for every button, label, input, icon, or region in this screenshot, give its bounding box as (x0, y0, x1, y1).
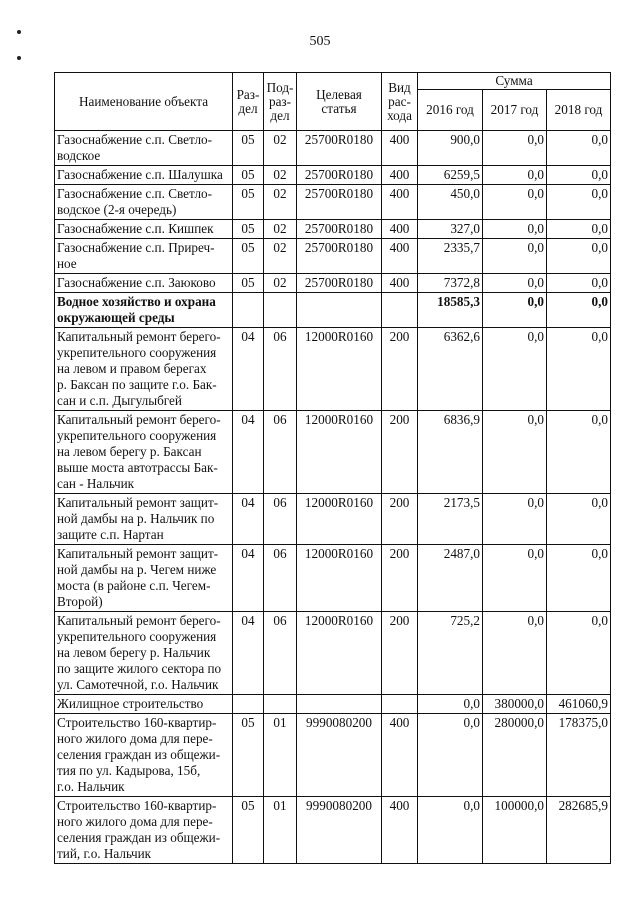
cell-name: Газоснабжение с.п. Светло- водское (55, 131, 233, 166)
cell-section: 05 (233, 797, 264, 864)
table-header-row (55, 73, 611, 90)
cell-target: 25700R0180 (297, 239, 382, 274)
cell-expense-type (382, 695, 418, 714)
cell-name: Капитальный ремонт берего- укрепительного сооружения на левом берегу р. Нальчик по защите жилого сектора по ул. Самотечной, г.о. Нальчик (55, 612, 233, 695)
cell-2017: 0,0 (483, 166, 547, 185)
cell-subsection: 02 (264, 166, 297, 185)
table-row (55, 220, 611, 239)
header-sum: Сумма (418, 73, 611, 90)
cell-name: Газоснабжение с.п. Заюково (55, 274, 233, 293)
table-row (55, 411, 611, 494)
cell-name: Капитальный ремонт берего- укрепительного сооружения на левом берегу р. Баксан выше моста автотрассы Бак- сан - Нальчик (55, 411, 233, 494)
cell-subsection: 06 (264, 328, 297, 411)
cell-2017: 0,0 (483, 293, 547, 328)
cell-section: 05 (233, 220, 264, 239)
table-row (55, 328, 611, 411)
table-row (55, 545, 611, 612)
cell-target: 25700R0180 (297, 166, 382, 185)
cell-expense-type: 400 (382, 797, 418, 864)
cell-target: 12000R0160 (297, 494, 382, 545)
cell-subsection: 06 (264, 411, 297, 494)
cell-expense-type: 400 (382, 220, 418, 239)
cell-subsection: 02 (264, 220, 297, 239)
cell-2018: 0,0 (547, 239, 611, 274)
cell-2016: 2173,5 (418, 494, 483, 545)
cell-expense-type: 400 (382, 166, 418, 185)
cell-2016: 725,2 (418, 612, 483, 695)
cell-target: 9990080200 (297, 714, 382, 797)
cell-2018: 178375,0 (547, 714, 611, 797)
cell-2017: 100000,0 (483, 797, 547, 864)
cell-section: 04 (233, 328, 264, 411)
cell-expense-type: 400 (382, 185, 418, 220)
table-row (55, 131, 611, 166)
cell-target (297, 293, 382, 328)
cell-2017: 0,0 (483, 494, 547, 545)
cell-subsection: 06 (264, 545, 297, 612)
cell-2018: 0,0 (547, 411, 611, 494)
budget-table (54, 72, 611, 864)
cell-2017: 0,0 (483, 239, 547, 274)
cell-2016: 6362,6 (418, 328, 483, 411)
cell-2017: 0,0 (483, 220, 547, 239)
cell-target: 25700R0180 (297, 274, 382, 293)
table-body (55, 131, 611, 864)
cell-target: 12000R0160 (297, 328, 382, 411)
header-section: Раз- дел (233, 73, 264, 131)
header-subsection: Под- раз- дел (264, 73, 297, 131)
header-2017: 2017 год (483, 90, 547, 131)
cell-name: Капитальный ремонт защит- ной дамбы на р. Нальчик по защите с.п. Нартан (55, 494, 233, 545)
cell-2016: 450,0 (418, 185, 483, 220)
table-row (55, 797, 611, 864)
cell-2016: 327,0 (418, 220, 483, 239)
cell-target: 25700R0180 (297, 220, 382, 239)
cell-subsection: 02 (264, 131, 297, 166)
cell-expense-type: 200 (382, 545, 418, 612)
cell-2016: 2487,0 (418, 545, 483, 612)
cell-section: 04 (233, 612, 264, 695)
cell-2018: 0,0 (547, 612, 611, 695)
cell-subsection: 06 (264, 494, 297, 545)
cell-target: 12000R0160 (297, 545, 382, 612)
table-row (55, 274, 611, 293)
cell-expense-type: 400 (382, 131, 418, 166)
cell-2017: 0,0 (483, 612, 547, 695)
margin-dot-bottom (17, 56, 21, 60)
cell-expense-type: 400 (382, 714, 418, 797)
cell-section: 05 (233, 185, 264, 220)
cell-target (297, 695, 382, 714)
cell-subsection: 02 (264, 239, 297, 274)
cell-expense-type: 200 (382, 411, 418, 494)
cell-2016: 0,0 (418, 695, 483, 714)
section-row (55, 293, 611, 328)
cell-section: 05 (233, 274, 264, 293)
cell-2017: 0,0 (483, 274, 547, 293)
cell-subsection: 01 (264, 714, 297, 797)
cell-name: Газоснабжение с.п. Приреч- ное (55, 239, 233, 274)
cell-subsection: 02 (264, 185, 297, 220)
cell-section: 04 (233, 545, 264, 612)
cell-target: 25700R0180 (297, 185, 382, 220)
header-target: Целевая статья (297, 73, 382, 131)
cell-section: 04 (233, 411, 264, 494)
table-row (55, 494, 611, 545)
cell-section (233, 695, 264, 714)
cell-2017: 0,0 (483, 328, 547, 411)
cell-expense-type (382, 293, 418, 328)
cell-2016: 6836,9 (418, 411, 483, 494)
cell-name: Газоснабжение с.п. Светло- водское (2-я очередь) (55, 185, 233, 220)
cell-target: 25700R0180 (297, 131, 382, 166)
cell-2018: 0,0 (547, 274, 611, 293)
cell-expense-type: 400 (382, 274, 418, 293)
header-2018: 2018 год (547, 90, 611, 131)
cell-2016: 900,0 (418, 131, 483, 166)
cell-section: 05 (233, 166, 264, 185)
header-2016: 2016 год (418, 90, 483, 131)
cell-2018: 461060,9 (547, 695, 611, 714)
cell-2016: 2335,7 (418, 239, 483, 274)
cell-2017: 0,0 (483, 131, 547, 166)
table-row (55, 239, 611, 274)
table-row (55, 612, 611, 695)
cell-2017: 380000,0 (483, 695, 547, 714)
header-name: Наименование объекта (55, 73, 233, 131)
cell-section: 05 (233, 131, 264, 166)
cell-subsection: 01 (264, 797, 297, 864)
cell-name: Водное хозяйство и охрана окружающей среды (55, 293, 233, 328)
table-row (55, 166, 611, 185)
cell-subsection: 06 (264, 612, 297, 695)
table-row (55, 695, 611, 714)
cell-expense-type: 200 (382, 612, 418, 695)
cell-2016: 0,0 (418, 714, 483, 797)
cell-target: 12000R0160 (297, 411, 382, 494)
cell-2017: 280000,0 (483, 714, 547, 797)
cell-2017: 0,0 (483, 411, 547, 494)
cell-2016: 18585,3 (418, 293, 483, 328)
cell-name: Капитальный ремонт берего- укрепительного сооружения на левом и правом берегах р. Баксан по защите г.о. Бак- сан и с.п. Дыгулыбгей (55, 328, 233, 411)
cell-2018: 0,0 (547, 166, 611, 185)
cell-target: 12000R0160 (297, 612, 382, 695)
cell-2018: 0,0 (547, 220, 611, 239)
cell-expense-type: 200 (382, 494, 418, 545)
table-row (55, 185, 611, 220)
cell-name: Газоснабжение с.п. Кишпек (55, 220, 233, 239)
cell-name: Строительство 160-квартир- ного жилого дома для пере- селения граждан из общежи- тия по ул. Кадырова, 15б, г.о. Нальчик (55, 714, 233, 797)
cell-section: 04 (233, 494, 264, 545)
cell-2016: 0,0 (418, 797, 483, 864)
cell-subsection (264, 695, 297, 714)
cell-2018: 0,0 (547, 131, 611, 166)
cell-name: Жилищное строительство (55, 695, 233, 714)
cell-expense-type: 200 (382, 328, 418, 411)
cell-2018: 0,0 (547, 328, 611, 411)
cell-2018: 282685,9 (547, 797, 611, 864)
cell-2016: 7372,8 (418, 274, 483, 293)
cell-target: 9990080200 (297, 797, 382, 864)
cell-subsection: 02 (264, 274, 297, 293)
cell-name: Капитальный ремонт защит- ной дамбы на р. Чегем ниже моста (в районе с.п. Чегем- Второй) (55, 545, 233, 612)
cell-subsection (264, 293, 297, 328)
cell-2018: 0,0 (547, 185, 611, 220)
header-expense-type: Вид рас- хода (382, 73, 418, 131)
cell-2018: 0,0 (547, 545, 611, 612)
cell-name: Газоснабжение с.п. Шалушка (55, 166, 233, 185)
cell-2016: 6259,5 (418, 166, 483, 185)
table-row (55, 714, 611, 797)
cell-2017: 0,0 (483, 545, 547, 612)
cell-name: Строительство 160-квартир- ного жилого дома для пере- селения граждан из общежи- тий, г.о. Нальчик (55, 797, 233, 864)
cell-2018: 0,0 (547, 494, 611, 545)
cell-section: 05 (233, 714, 264, 797)
cell-expense-type: 400 (382, 239, 418, 274)
cell-section: 05 (233, 239, 264, 274)
cell-2017: 0,0 (483, 185, 547, 220)
cell-section (233, 293, 264, 328)
cell-2018: 0,0 (547, 293, 611, 328)
page-number: 505 (309, 34, 331, 49)
